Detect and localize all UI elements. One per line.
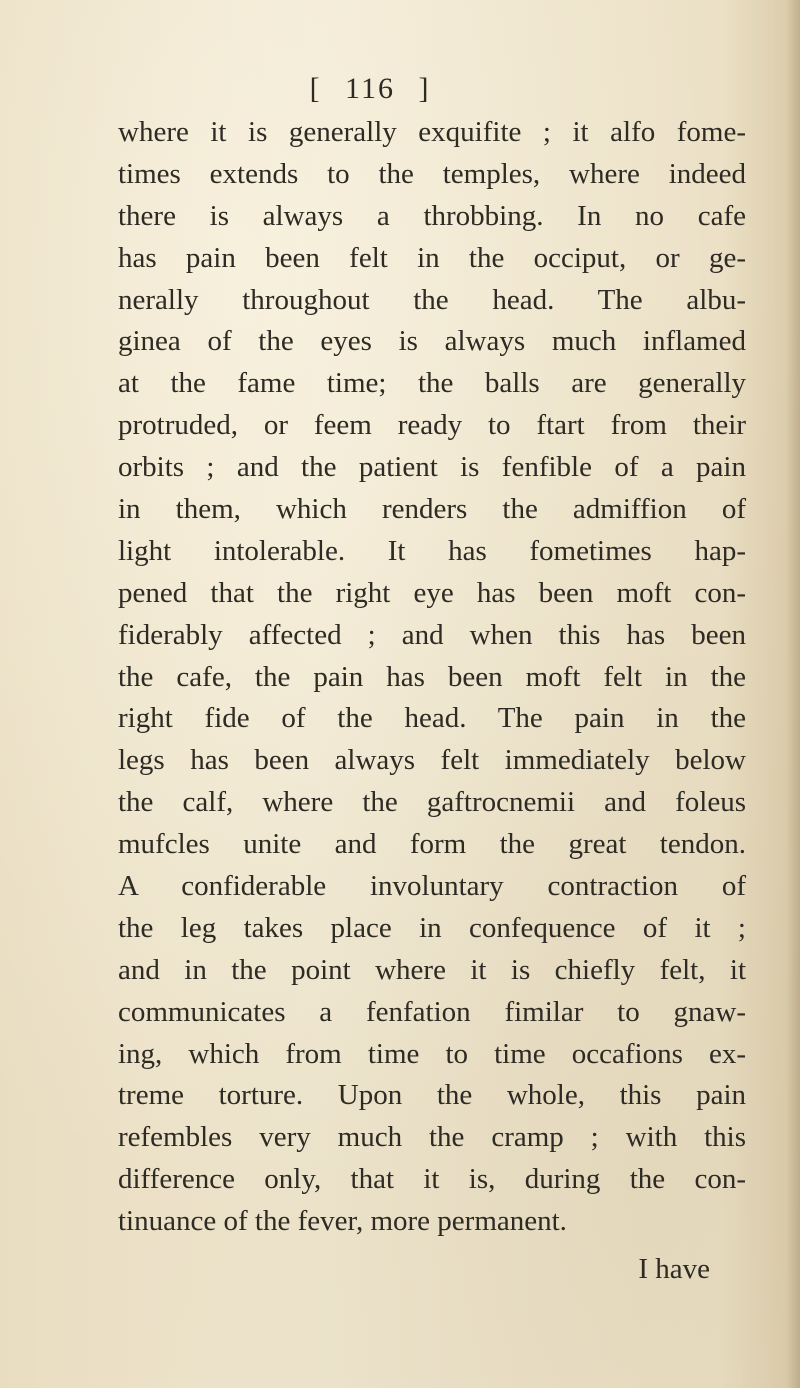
text-line: and in the point where it is chiefly felt, it	[118, 953, 746, 986]
text-line: mufcles unite and form the great tendon.	[118, 828, 746, 861]
text-line: in them, which renders the admiffion of	[118, 493, 746, 526]
text-line: refembles very much the cramp ; with this	[118, 1121, 746, 1154]
body-text	[118, 112, 746, 1243]
text-line: tinuance of the fever, more permanent.	[118, 1205, 567, 1238]
text-line: protruded, or feem ready to ftart from their	[118, 409, 746, 442]
text-line: the cafe, the pain has been moft felt in the	[118, 660, 746, 693]
text-line: where it is generally exquifite ; it alfo fome-	[118, 116, 746, 148]
page-number: [ 116 ]	[309, 72, 431, 105]
text-line: there is always a throbbing. In no cafe	[118, 199, 746, 232]
text-line: at the fame time; the balls are generally	[118, 367, 746, 400]
text-line: fiderably affected ; and when this has been	[118, 618, 746, 651]
text-line: orbits ; and the patient is fenfible of a pain	[118, 451, 746, 484]
text-line: difference only, that it is, during the con-	[118, 1163, 746, 1196]
text-line: times extends to the temples, where indeed	[118, 157, 746, 190]
text-line: legs has been always felt immediately below	[118, 744, 746, 777]
text-line: nerally throughout the head. The albu-	[118, 283, 746, 316]
text-line: light intolerable. It has fometimes hap-	[118, 534, 746, 567]
text-line: communicates a fenfation fimilar to gnaw-	[118, 995, 746, 1028]
text-line: the calf, where the gaftrocnemii and foleus	[118, 786, 746, 819]
text-line: right fide of the head. The pain in the	[118, 702, 746, 735]
catchword: I have	[638, 1253, 710, 1285]
text-line: has pain been felt in the occiput, or ge-	[118, 241, 746, 274]
text-line: the leg takes place in confequence of it ;	[118, 911, 746, 944]
text-line: ginea of the eyes is always much inflamed	[118, 325, 746, 358]
text-line: pened that the right eye has been moft con-	[118, 576, 746, 609]
text-line: ing, which from time to time occafions ex-	[118, 1037, 746, 1070]
text-line: A confiderable involuntary contraction of	[118, 870, 746, 903]
page-edge-shadow	[786, 0, 800, 1388]
text-line: treme torture. Upon the whole, this pain	[118, 1079, 746, 1112]
